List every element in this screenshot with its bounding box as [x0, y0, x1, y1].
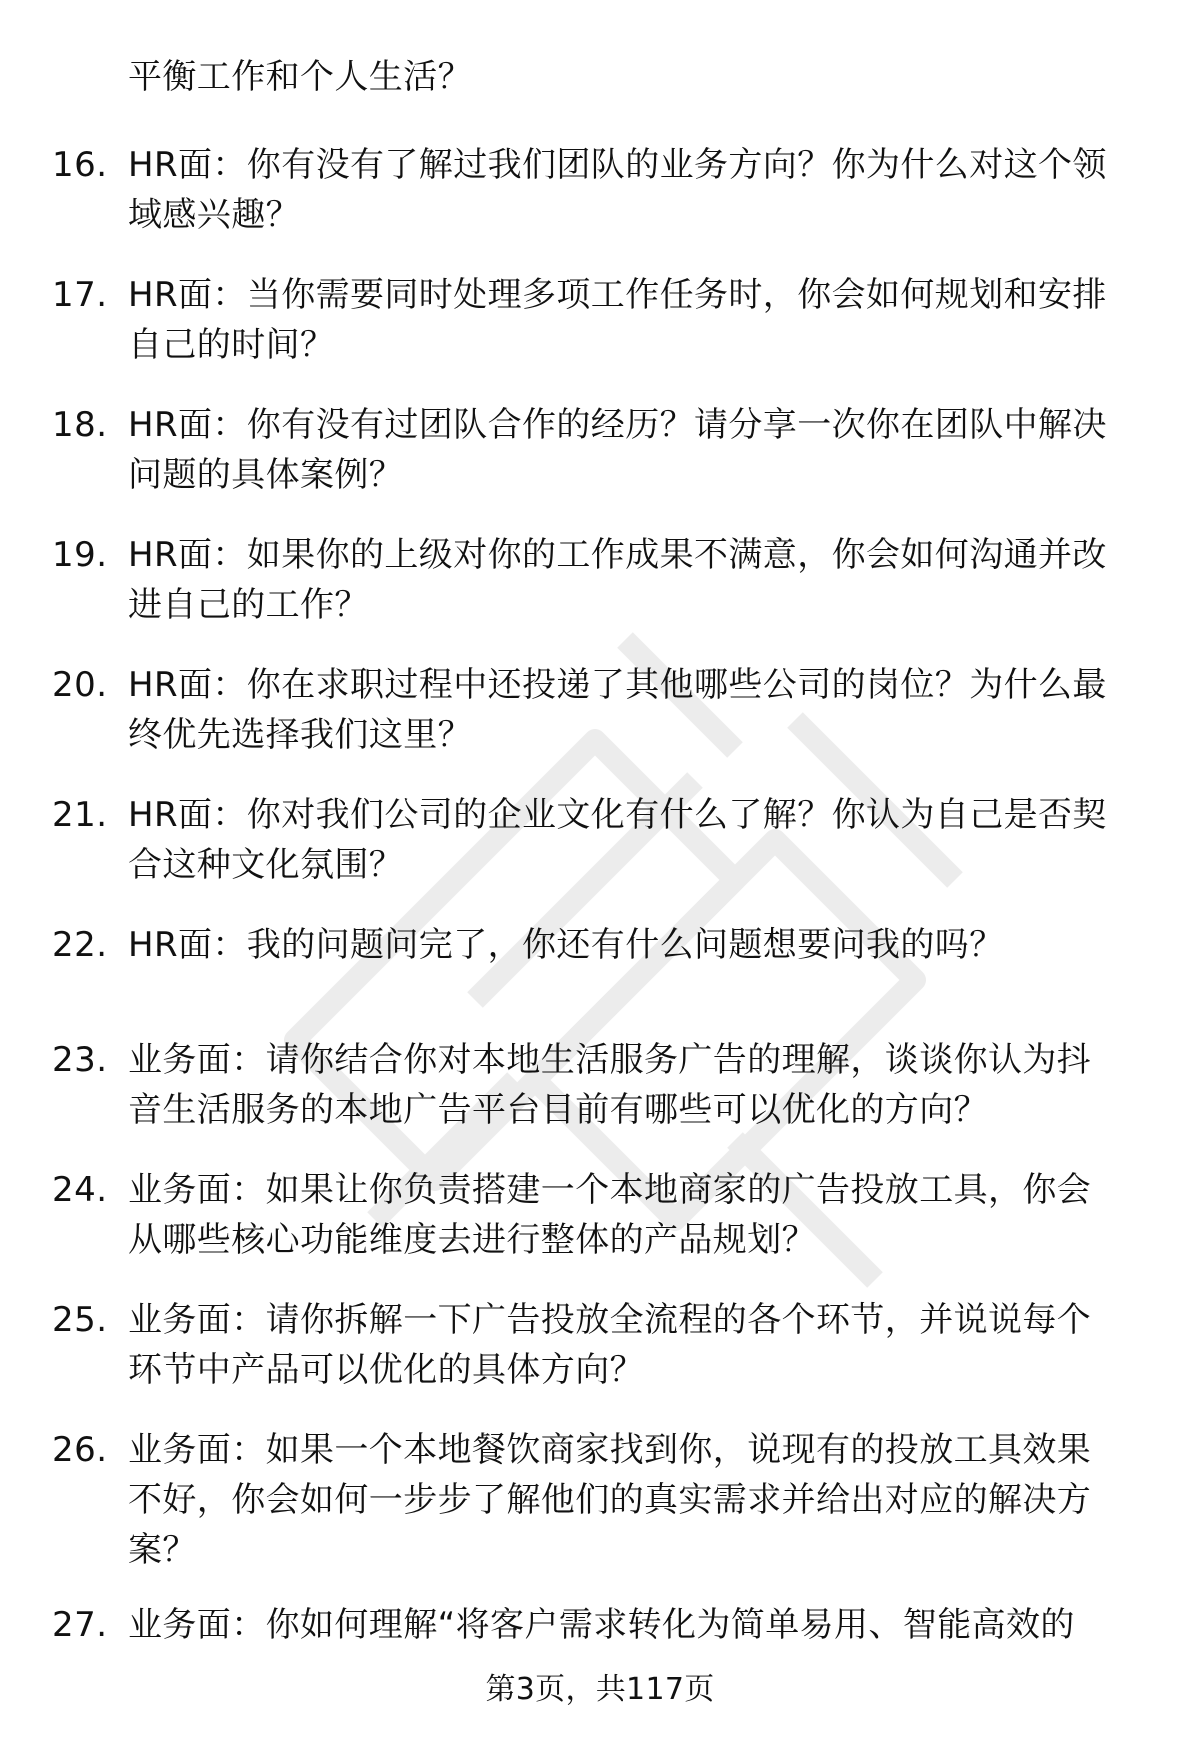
item-text	[128, 530, 1158, 630]
text-line: 业务面：请你结合你对本地生活服务广告的理解，谈谈你认为抖	[128, 1040, 1092, 1080]
item-text	[128, 1425, 1158, 1575]
text-line: 问题的具体案例？	[128, 455, 404, 495]
item-text	[128, 1295, 1158, 1395]
item-text	[128, 790, 1158, 890]
item-text	[128, 660, 1158, 760]
text-line: 业务面：你如何理解“将客户需求转化为简单易用、智能高效的	[128, 1605, 1075, 1645]
text-line: 域感兴趣？	[128, 195, 300, 235]
text-line: HR面：你在求职过程中还投递了其他哪些公司的岗位？为什么最	[128, 665, 1107, 705]
text-line: 进自己的工作？	[128, 585, 369, 625]
text-line: 业务面：如果让你负责搭建一个本地商家的广告投放工具，你会	[128, 1170, 1092, 1210]
item-text	[128, 920, 1158, 970]
item-number: 21.	[52, 795, 108, 835]
item-number: 27.	[52, 1605, 108, 1645]
item-number: 23.	[52, 1040, 108, 1080]
watermark-logo	[175, 520, 1075, 1420]
text-line: 业务面：如果一个本地餐饮商家找到你，说现有的投放工具效果	[128, 1430, 1092, 1470]
item-number: 19.	[52, 535, 108, 575]
text-line: 业务面：请你拆解一下广告投放全流程的各个环节，并说说每个	[128, 1300, 1092, 1340]
item-text	[128, 270, 1158, 370]
text-line: 案？	[128, 1530, 197, 1570]
continuation-lines	[128, 52, 1158, 102]
page-footer: 第3页，共117页	[485, 1672, 715, 1707]
item-number: 16.	[52, 145, 108, 185]
item-text	[128, 1035, 1158, 1135]
item-number: 26.	[52, 1430, 108, 1470]
text-line: 平衡工作和个人生活？	[128, 57, 472, 97]
item-text	[128, 140, 1158, 240]
text-line: 音生活服务的本地广告平台目前有哪些可以优化的方向？	[128, 1090, 988, 1130]
item-number: 25.	[52, 1300, 108, 1340]
text-line: HR面：我的问题问完了，你还有什么问题想要问我的吗？	[128, 925, 1004, 965]
text-line: 从哪些核心功能维度去进行整体的产品规划？	[128, 1220, 816, 1260]
item-number: 22.	[52, 925, 108, 965]
text-line: HR面：你有没有过团队合作的经历？请分享一次你在团队中解决	[128, 405, 1107, 445]
text-line: 自己的时间？	[128, 325, 335, 365]
text-line: 合这种文化氛围？	[128, 845, 404, 885]
text-line: 不好，你会如何一步步了解他们的真实需求并给出对应的解决方	[128, 1480, 1092, 1520]
text-line: 环节中产品可以优化的具体方向？	[128, 1350, 644, 1390]
text-line: HR面：你有没有了解过我们团队的业务方向？你为什么对这个领	[128, 145, 1107, 185]
item-number: 20.	[52, 665, 108, 705]
item-number: 18.	[52, 405, 108, 445]
text-line: HR面：当你需要同时处理多项工作任务时，你会如何规划和安排	[128, 275, 1107, 315]
item-text	[128, 400, 1158, 500]
text-line: HR面：你对我们公司的企业文化有什么了解？你认为自己是否契	[128, 795, 1107, 835]
text-line: HR面：如果你的上级对你的工作成果不满意，你会如何沟通并改	[128, 535, 1107, 575]
text-line: 终优先选择我们这里？	[128, 715, 472, 755]
item-number: 24.	[52, 1170, 108, 1210]
item-text	[128, 1165, 1158, 1265]
item-text	[128, 1600, 1158, 1650]
item-number: 17.	[52, 275, 108, 315]
